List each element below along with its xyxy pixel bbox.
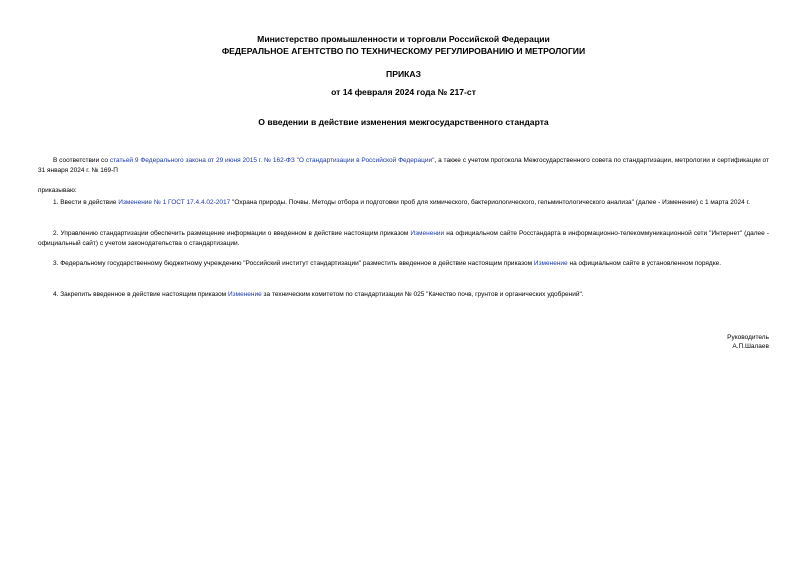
item-3-suffix: на официальном сайте в установленном порядке. [567, 260, 722, 267]
item-4-suffix: за техническим комитетом по стандартизации № 025 "Качество почв, грунтов и органических удобрений". [261, 291, 584, 298]
amendment-link-3[interactable]: Изменение [533, 260, 568, 267]
item-3-paragraph [38, 259, 769, 269]
signatory-title: Руководитель [727, 334, 769, 341]
law-article-link[interactable]: статьей 9 Федерального закона от 29 июня 2015 г. № 162-ФЗ "О стандартизации в Российской Федерации" [109, 157, 435, 164]
order-word: приказываю: [38, 187, 77, 194]
agency-title: ФЕДЕРАЛЬНОЕ АГЕНТСТВО ПО ТЕХНИЧЕСКОМУ РЕГУЛИРОВАНИЮ И МЕТРОЛОГИИ [221, 46, 586, 56]
intro-suffix: , а также с учетом протокола Межгосударственного совета по стандартизации, метрологии и сертификации от 31 января 2024 г. № 169-П [38, 157, 769, 174]
item-1-paragraph [38, 198, 769, 208]
item-4-prefix: 4. Закрепить введенное в действие настоящим приказом [53, 291, 228, 298]
item-1-suffix: "Охрана природы. Почвы. Методы отбора и подготовки проб для химического, бактериологического, гельминтологического анализа" (далее - Изменение) с 1 марта 2024 г. [230, 199, 750, 206]
amendment-gost-link[interactable]: Изменение № 1 ГОСТ 17.4.4.02-2017 [118, 199, 231, 206]
document-subject: О введении в действие изменения межгосударственного стандарта [258, 117, 549, 127]
item-2-prefix: 2. Управлению стандартизации обеспечить размещение информации о введенном в действие настоящим приказом [53, 230, 411, 237]
signatory-name: А.П.Шалаев [732, 343, 769, 350]
item-1-prefix: 1. Ввести в действие [53, 199, 119, 206]
ministry-title: Министерство промышленности и торговли Российской Федерации [257, 34, 550, 44]
intro-paragraph [38, 156, 769, 175]
document-date-number: от 14 февраля 2024 года № 217-ст [331, 87, 476, 97]
item-2-paragraph [38, 229, 769, 248]
amendment-link-4[interactable]: Изменение [227, 291, 262, 298]
amendment-link-2[interactable]: Изменении [410, 230, 445, 237]
item-2-suffix: на официальном сайте Росстандарта в информационно-телекоммуникационной сети "Интернет" (далее - официальный сайт) с учетом законодательства о стандартизации. [38, 230, 769, 247]
document-type: ПРИКАЗ [386, 69, 421, 79]
item-4-paragraph [38, 290, 769, 300]
intro-prefix: В соответствии со [53, 157, 110, 164]
item-3-prefix: 3. Федеральному государственному бюджетному учреждению "Российский институт стандартизации" разместить введенное в действие настоящим приказом [53, 260, 534, 267]
